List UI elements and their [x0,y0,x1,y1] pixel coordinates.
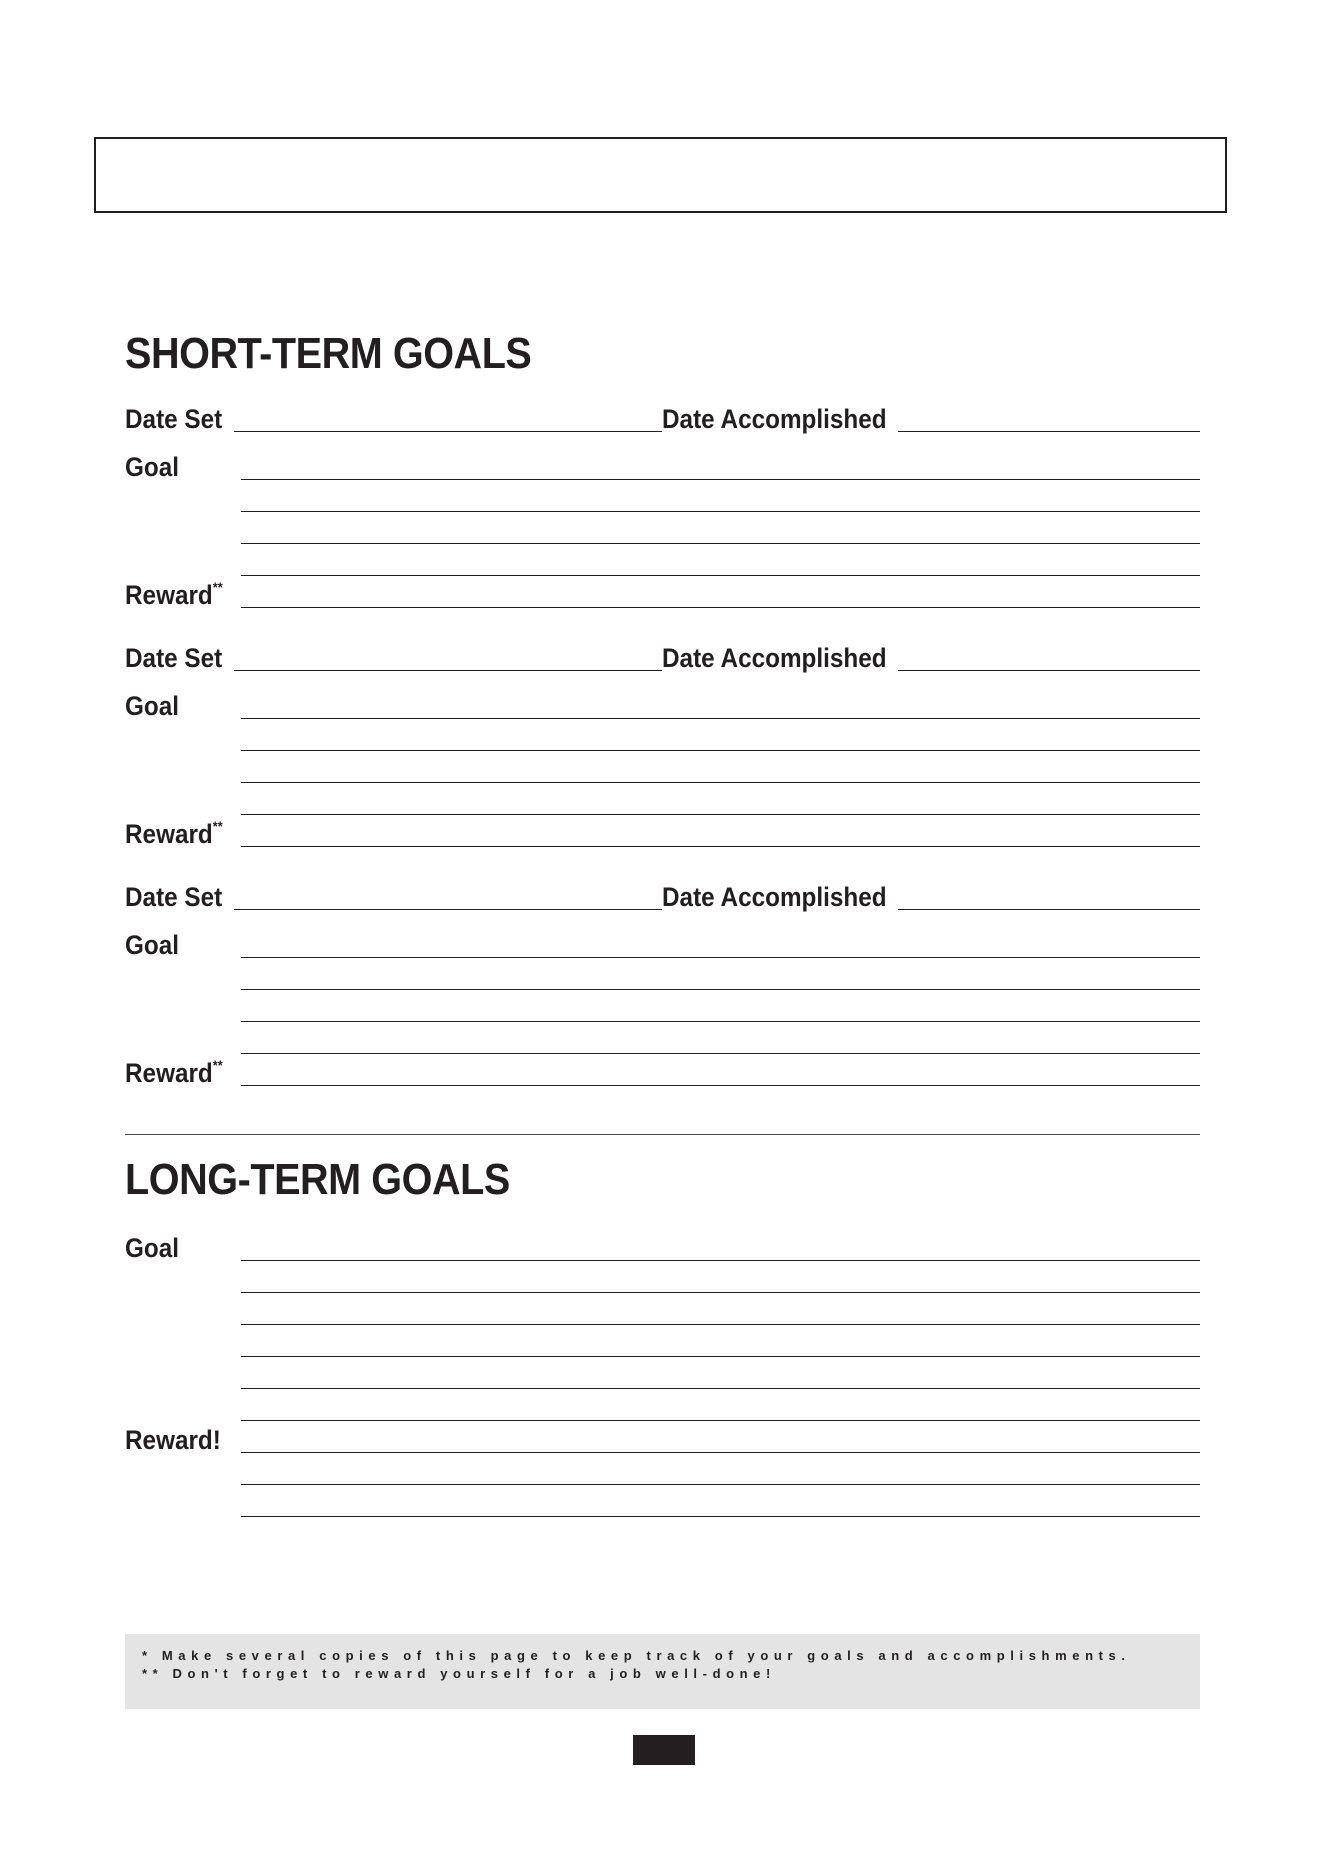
long-term-goal-label: Goal [125,1233,180,1263]
header-box [94,137,1227,213]
reward-line[interactable] [241,1085,1200,1086]
date-set-label: Date Set [125,643,223,673]
footnote-copies: * Make several copies of this page to keep track of your goals and accomplishments. [142,1648,1131,1663]
goal-line[interactable] [241,1053,1200,1054]
goal-label: Goal [125,452,180,482]
page-number-tab [633,1735,695,1765]
reward-line[interactable] [241,607,1200,608]
reward-label: Reward** [125,579,223,610]
goal-line[interactable] [241,479,1200,480]
goal-line[interactable] [241,814,1200,815]
goal-line[interactable] [241,1388,1200,1389]
goal-label: Goal [125,691,180,721]
goal-line[interactable] [241,1420,1200,1421]
date-set-label: Date Set [125,404,223,434]
goal-line[interactable] [241,989,1200,990]
reward-line[interactable] [241,1452,1200,1453]
date-set-field[interactable] [234,431,662,432]
date-accomplished-label: Date Accomplished [662,404,887,434]
goal-line[interactable] [241,782,1200,783]
date-set-label: Date Set [125,882,223,912]
goal-line[interactable] [241,1292,1200,1293]
goal-line[interactable] [241,750,1200,751]
goal-label: Goal [125,930,180,960]
short-term-title: SHORT-TERM GOALS [125,329,532,378]
footnote-reward: ** Don't forget to reward yourself for a job well-done! [142,1666,776,1681]
reward-label: Reward** [125,1057,223,1088]
goal-line[interactable] [241,543,1200,544]
goal-line[interactable] [241,1021,1200,1022]
date-accomplished-field[interactable] [898,431,1200,432]
long-term-reward-label: Reward! [125,1425,221,1455]
long-term-title: LONG-TERM GOALS [125,1155,510,1204]
section-divider [125,1134,1200,1135]
date-accomplished-label: Date Accomplished [662,882,887,912]
date-set-field[interactable] [234,670,662,671]
date-accomplished-label: Date Accomplished [662,643,887,673]
goal-line[interactable] [241,957,1200,958]
reward-line[interactable] [241,846,1200,847]
reward-label: Reward** [125,818,223,849]
reward-line[interactable] [241,1516,1200,1517]
goal-line[interactable] [241,511,1200,512]
goal-line[interactable] [241,718,1200,719]
goal-line[interactable] [241,1260,1200,1261]
reward-line[interactable] [241,1484,1200,1485]
footnote-box [125,1634,1200,1709]
goal-line[interactable] [241,575,1200,576]
date-set-field[interactable] [234,909,662,910]
date-accomplished-field[interactable] [898,909,1200,910]
goal-line[interactable] [241,1324,1200,1325]
goal-line[interactable] [241,1356,1200,1357]
date-accomplished-field[interactable] [898,670,1200,671]
